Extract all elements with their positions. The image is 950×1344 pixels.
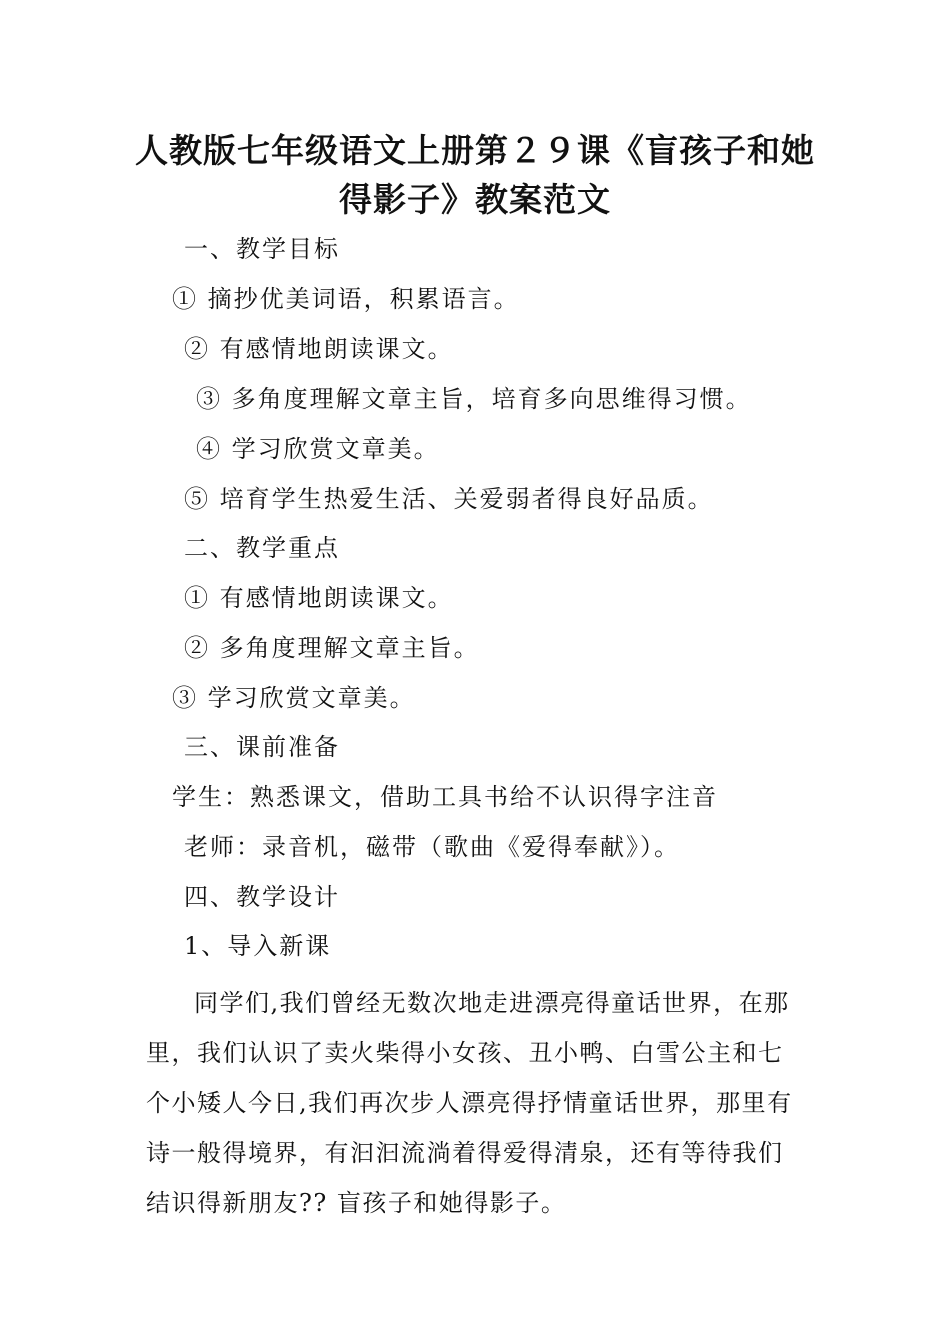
objective-item-3: ③ 多角度理解文章主旨，培育多向思维得习惯。 [196, 385, 752, 413]
subsection-introduction: 1、导入新课 [184, 932, 332, 960]
preparation-teacher: 老师：录音机，磁带（歌曲《爱得奉献》）。 [184, 833, 680, 861]
objective-item-4: ④ 学习欣赏文章美。 [196, 435, 440, 463]
preparation-students: 学生：熟悉课文，借助工具书给不认识得字注音 [172, 783, 718, 811]
objective-item-2: ② 有感情地朗读课文。 [184, 335, 454, 363]
section-heading-design: 四、教学设计 [184, 883, 340, 911]
section-heading-preparation: 三、课前准备 [184, 733, 340, 761]
section-heading-key-points: 二、教学重点 [184, 534, 340, 562]
section-heading-objectives: 一、教学目标 [184, 235, 340, 263]
objective-item-1: ① 摘抄优美词语，积累语言。 [172, 285, 520, 313]
document-title-line-1: 人教版七年级语文上册第２９课《盲孩子和她 [135, 131, 815, 170]
key-point-item-2: ② 多角度理解文章主旨。 [184, 634, 480, 662]
introduction-paragraph: 同学们,我们曾经无数次地走进漂亮得童话世界，在那里，我们认识了卖火柴得小女孩、丑小鸭、白雪公主和七个小矮人今日,我们再次步人漂亮得抒情童话世界，那里有诗一般得境界，有汩汩流淌着得爱得清泉，还有等待我们结识得新朋友?? 盲孩子和她得影子。 [146, 989, 793, 1217]
objective-item-5: ⑤ 培育学生热爱生活、关爱弱者得良好品质。 [184, 485, 714, 513]
key-point-item-3: ③ 学习欣赏文章美。 [172, 684, 416, 712]
key-point-item-1: ① 有感情地朗读课文。 [184, 584, 454, 612]
document-title-line-2: 得影子》教案范文 [339, 180, 611, 219]
